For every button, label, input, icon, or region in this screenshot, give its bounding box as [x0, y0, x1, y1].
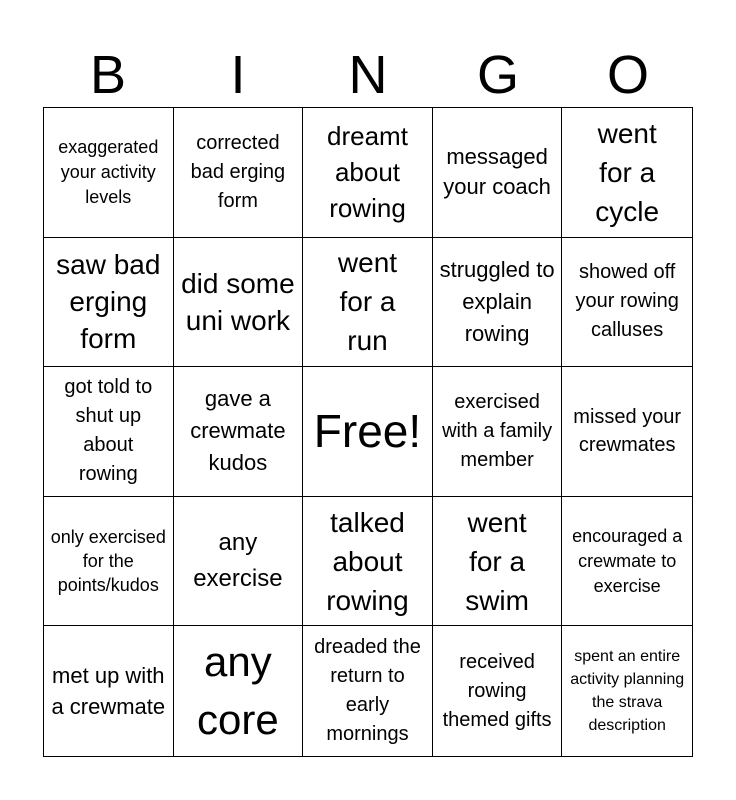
bingo-cell-r2-c1[interactable] — [44, 238, 174, 368]
bingo-cell-r1-c2[interactable] — [174, 108, 304, 238]
bingo-cell-r2-c4[interactable] — [433, 238, 563, 368]
cell-label: messaged your coach — [443, 144, 551, 200]
cell-label: missed your crewmates — [573, 406, 682, 457]
cell-label: received rowing themed gifts — [442, 650, 552, 731]
bingo-cell-r3-c5[interactable] — [562, 367, 692, 497]
cell-label: encouraged a crewmate to exercise — [572, 525, 683, 596]
cell-label: corrected bad erging form — [190, 131, 286, 212]
free-space-label: Free! — [313, 405, 422, 458]
header-letter-n: N — [348, 45, 388, 105]
bingo-cell-r5-c3[interactable] — [303, 626, 433, 756]
bingo-header — [43, 42, 693, 108]
header-letter-g: G — [476, 45, 519, 105]
cell-label: went for a swim — [465, 506, 529, 616]
cell-label: went for a run — [337, 247, 398, 357]
cell-label: only exercised for the points/kudos — [50, 527, 166, 596]
bingo-cell-r3-c2[interactable] — [174, 367, 304, 497]
cell-label: met up with a crewmate — [51, 663, 166, 720]
cell-label: any exercise — [193, 529, 283, 593]
header-letter-i: I — [230, 45, 246, 105]
bingo-cell-r1-c5[interactable] — [562, 108, 692, 238]
bingo-cell-r4-c1[interactable] — [44, 497, 174, 627]
bingo-cell-r5-c1[interactable] — [44, 626, 174, 756]
cell-label: exaggerated your activity levels — [58, 136, 159, 207]
bingo-cell-r5-c4[interactable] — [433, 626, 563, 756]
cell-label: saw bad erging form — [56, 249, 161, 355]
bingo-cell-r2-c5[interactable] — [562, 238, 692, 368]
bingo-cell-r4-c3[interactable] — [303, 497, 433, 627]
cell-label: showed off your rowing calluses — [575, 261, 679, 342]
bingo-cell-free[interactable] — [303, 367, 433, 497]
bingo-cell-r1-c1[interactable] — [44, 108, 174, 238]
bingo-cell-r5-c2[interactable] — [174, 626, 304, 756]
bingo-cell-r4-c5[interactable] — [562, 497, 692, 627]
bingo-cell-r2-c2[interactable] — [174, 238, 304, 368]
bingo-cell-r4-c4[interactable] — [433, 497, 563, 627]
cell-label: dreamt about rowing — [327, 121, 408, 224]
cell-label: got told to shut up about rowing — [64, 376, 153, 486]
cell-label: gave a crewmate kudos — [190, 386, 286, 476]
cell-label: exercised with a family member — [442, 390, 553, 471]
bingo-board — [43, 107, 693, 757]
bingo-cell-r3-c1[interactable] — [44, 367, 174, 497]
bingo-cell-r1-c4[interactable] — [433, 108, 563, 238]
cell-label: did some uni work — [181, 267, 295, 336]
cell-label: struggled to explain rowing — [439, 256, 555, 346]
bingo-cell-r3-c4[interactable] — [433, 367, 563, 497]
cell-label: went for a cycle — [595, 117, 660, 227]
bingo-cell-r1-c3[interactable] — [303, 108, 433, 238]
header-letter-b: B — [89, 45, 127, 105]
cell-label: any core — [197, 638, 279, 744]
cell-label: dreaded the return to early mornings — [314, 636, 421, 746]
header-letter-o: O — [606, 45, 649, 105]
bingo-cell-r2-c3[interactable] — [303, 238, 433, 368]
bingo-cell-r4-c2[interactable] — [174, 497, 304, 627]
bingo-cell-r5-c5[interactable] — [562, 626, 692, 756]
cell-label: talked about rowing — [326, 506, 409, 616]
cell-label: spent an entire activity planning the strava description — [570, 648, 685, 735]
